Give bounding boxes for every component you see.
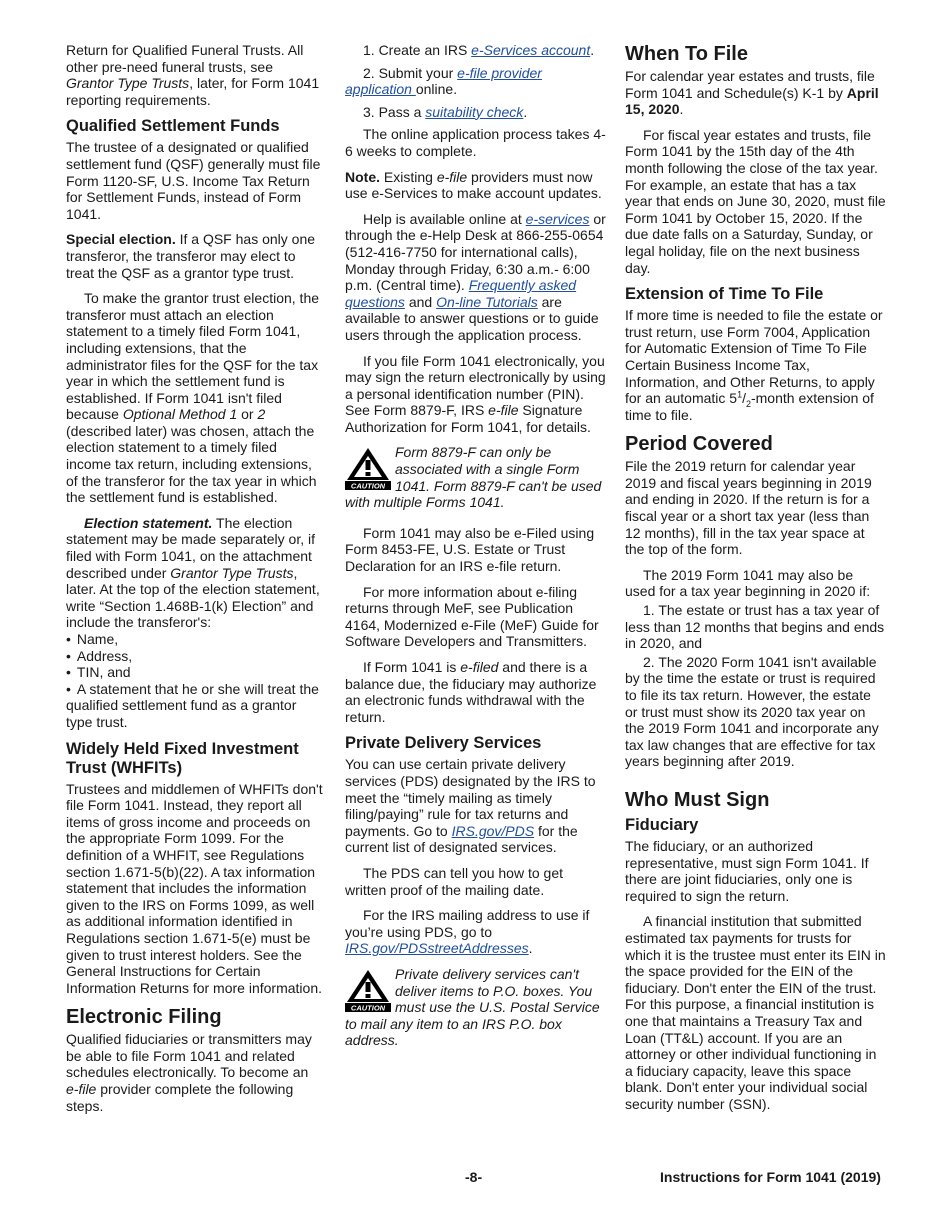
period-covered-heading: Period Covered [625,433,773,456]
list-item: • A statement that he or she will treat the qualified settlement fund as a grantor type trust. [66,681,324,731]
pds-heading: Private Delivery Services [345,734,542,753]
period-covered-item-1: 1. The estate or trust has a tax year of less than 12 months that begins and ends in 2020, and [625,602,885,652]
caution-note-pds: CAUTION Private delivery services can't deliver items to P.O. boxes. You must use the U.S. Postal Service to mail any item to an IRS P.O. box address. [345,965,600,1049]
suitability-check-link[interactable]: suitability check [425,103,524,120]
list-item: 2. Submit your e-file provider application online. [345,64,542,98]
online-process-paragraph: The online application process takes 4-6 weeks to complete. [345,126,606,159]
page-number: -8- [465,1169,483,1185]
help-paragraph: Help is available online at e-services or through the e-Help Desk at 866-255-0654 (512-416-7750 for international calls), Monday through Friday, 6:30 a.m.- 6:00 p.m. (Central time). Frequently asked questions and On-line Tutorials are available to answer questions or to guide users through the application process. [345,210,606,343]
who-must-sign-heading: Who Must Sign [625,788,770,811]
grantor-election-paragraph: To make the grantor trust election, the transferor must attach an election statement to a timely filed Form 1041, including extensions, that the administrator files for the QSF for the tax year in which the settlement fund is established. If Form 1041 isn't filed because Optional Method 1 or 2 (described later) was chosen, attach the election statement to a timely filed income tax return, including extensions, of the transferor for the tax year in which the settlement fund is established. [66,290,320,506]
caution-note-8879f: CAUTION Form 8879-F can only be associated with a single Form 1041. Form 8879-F can't be used with multiple Forms 1041. [345,444,602,511]
list-item: • TIN, and [66,664,324,681]
transferor-bullet-list [66,631,324,731]
electronic-filing-heading: Electronic Filing [66,1006,222,1029]
extension-paragraph: If more time is needed to file the estate or trust return, use Form 7004, Application for Automatic Extension of Time To File Certain Business Income Tax, Information, and Other Returns, to apply for an automatic $5^1/_2$-month extension of time to file. [625,307,883,423]
fiscal-year-paragraph: For fiscal year estates and trusts, file Form 1041 by the 15th day of the 4th month following the close of the tax year. For example, an estate that has a tax year that ends on June 30, 2020, must file Form 1041 by October 15, 2020. If the due date falls on a Saturday, Sunday, or legal holiday, file on the next business day. [625,126,886,276]
mef-paragraph: For more information about e-filing returns through MeF, see Publication 4164, Modernized e-File (MeF) Guide for Software Developers and Transmitters. [345,583,599,650]
extension-heading: Extension of Time To File [625,285,824,304]
when-to-file-paragraph: For calendar year estates and trusts, file Form 1041 and Schedule(s) K-1 by April 15, 2020. [625,68,879,118]
pds-paragraph: You can use certain private delivery services (PDS) designated by the IRS to meet the “timely mailing as timely filing/paying” rule for tax returns and payments. Go to IRS.gov/PDS for the current list of designated services. [345,756,596,856]
list-item: • Name, [66,631,324,648]
column-right [625,42,887,1121]
list-item: 3. Pass a suitability check. [363,103,528,120]
irs-pds-link[interactable]: IRS.gov/PDS [451,822,535,839]
qsf-heading: Qualified Settlement Funds [66,117,280,136]
funeral-trust-paragraph: Return for Qualified Funeral Trusts. All other pre-need funeral trusts, see Grantor Type Trusts, later, for Form 1041 reporting requirements. [66,42,320,108]
online-tutorials-link[interactable]: On-line Tutorials [436,293,538,310]
caution-icon [345,968,391,1012]
qsf-paragraph: The trustee of a designated or qualified settlement fund (QSF) generally must file Form 1120-SF, U.S. Income Tax Return for Settlement Funds, instead of Form 1041. [66,139,321,222]
column-middle [345,42,607,1063]
efile-steps-list [345,42,607,120]
svg-text:CAUTION: CAUTION [350,1003,386,1012]
e-services-link[interactable]: e-services [525,210,590,227]
caution-icon [345,446,391,490]
footer-form-title: Instructions for Form 1041 (2019) [660,1169,881,1185]
efile-provider-application-link[interactable]: e-file provider application [345,64,542,98]
election-statement-paragraph: Election statement. The election statement may be made separately or, if filed with Form 1041, on the attachment described under Grantor Type Trusts, later. At the top of the election statement, write “Section 1.468B-1(k) Election” and include the transferor's: [66,514,320,631]
financial-institution-paragraph: A financial institution that submitted estimated tax payments for trusts for which it is the trustee must enter its EIN in the space provided for the EIN of the fiduciary. Don't enter the EIN of the trust. For this purpose, a financial institution is one that maintains a Treasury Tax and Loan (TT&L) account. If you are an attorney or other individual functioning in a fiduciary capacity, leave this space blank. Don't enter your individual social security number (SSN). [625,913,886,1112]
pds-proof-paragraph: The PDS can tell you how to get written proof of the mailing date. [345,864,563,898]
pin-paragraph: If you file Form 1041 electronically, you may sign the return electronically by using a personal identification number (PIN). See Form 8879-F, IRS e-file Signature Authorization for Form 1041, for details. [345,352,606,435]
pds-address-paragraph: For the IRS mailing address to use if you’re using PDS, go to IRS.gov/PDSstreetAddresses. [345,907,590,957]
pds-street-addresses-link[interactable]: IRS.gov/PDSstreetAddresses [345,940,529,957]
list-item: • Address, [66,648,324,665]
e-services-account-link[interactable]: e-Services account [471,42,591,58]
list-item: 1. Create an IRS e-Services account. [363,42,595,58]
period-covered-2020-paragraph: The 2019 Form 1041 may also be used for a tax year beginning in 2020 if: [625,566,871,600]
balance-due-paragraph: If Form 1041 is e-filed and there is a balance due, the fiduciary may authorize an electronic funds withdrawal with the return. [345,659,597,725]
period-covered-item-2: 2. The 2020 Form 1041 isn't available by the time the estate or trust is required to file its tax return. However, the estate or trust must show its 2020 tax year on the 2019 Form 1041 and incorporate any tax law changes that are effective for tax years beginning after 2019. [625,653,879,770]
faq-link[interactable]: Frequently asked questions [345,277,577,310]
fiduciary-heading: Fiduciary [625,815,699,834]
special-election-paragraph: Special election. If a QSF has only one transferor, the transferor may elect to treat the QSF as a grantor type trust. [66,231,316,281]
fiduciary-paragraph: The fiduciary, or an authorized representative, must sign Form 1041. If there are joint fiduciaries, only one is required to sign the return. [625,837,869,904]
efiled-paragraph: Form 1041 may also be e-Filed using Form 8453-FE, U.S. Estate or Trust Declaration for an IRS e-file return. [345,524,595,575]
whfit-paragraph: Trustees and middlemen of WHFITs don't file Form 1041. Instead, they report all items of gross income and proceeds on the appropriate Form 1099. For the definition of a WHFIT, see Regulations section 1.671-5(b)(22). A tax information statement that includes the information given to the IRS on Forms 1099, as well as additional information identified in Regulations section 1.671-5(e) must be given to trust interest holders. See the General Instructions for Certain Information Returns for more information. [66,780,323,996]
svg-text:CAUTION: CAUTION [350,481,386,491]
period-covered-paragraph: File the 2019 return for calendar year 2019 and fiscal years beginning in 2019 and ending in 2020. If the return is for a fiscal year or a short tax year (less than 12 months), fill in the tax year space at the top of the form. [625,458,872,558]
whfit-heading: Widely Held Fixed Investment Trust (WHFITs) [66,739,299,777]
note-paragraph: Note. Existing e-file providers must now use e-Services to make account updates. [345,168,602,202]
when-to-file-heading: When To File [625,43,748,65]
column-left [66,42,324,1123]
electronic-filing-paragraph: Qualified fiduciaries or transmitters may be able to file Form 1041 and related schedules electronically. To become an e-file provider complete the following steps. [66,1031,312,1114]
